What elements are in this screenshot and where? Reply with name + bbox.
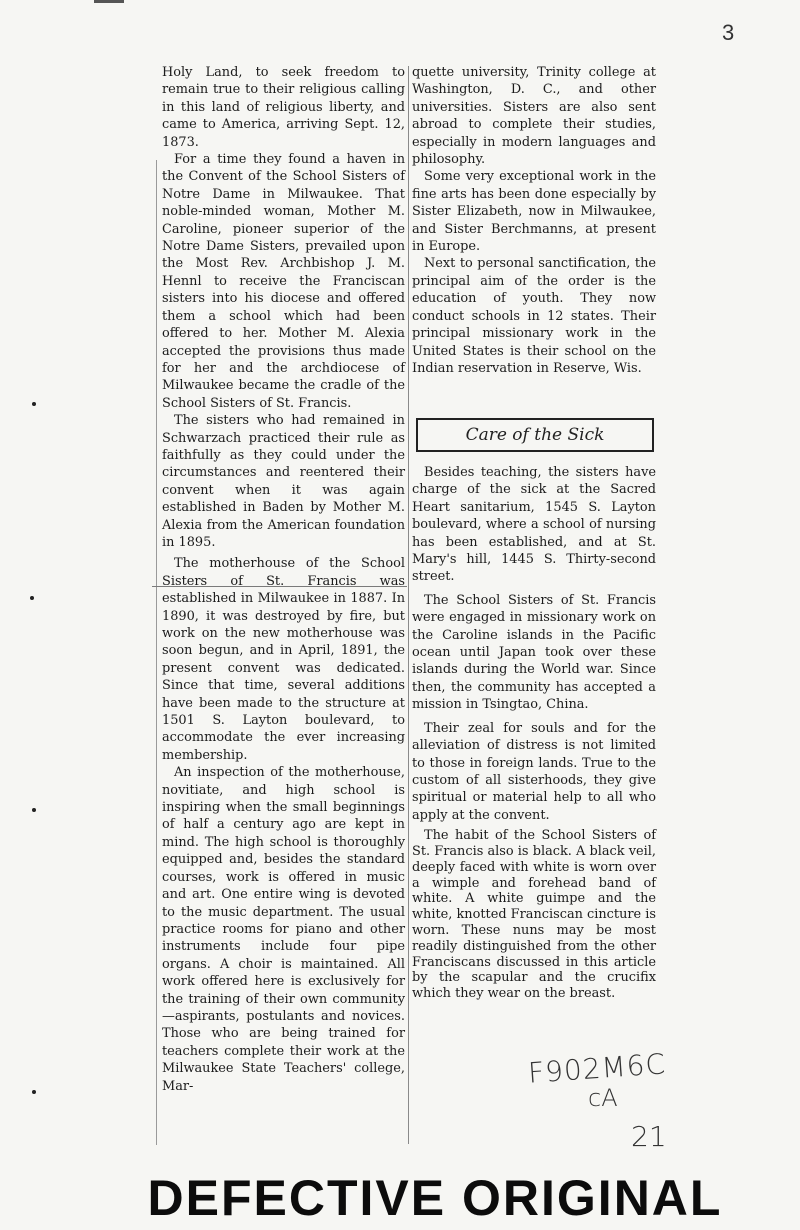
- column-divider: [408, 66, 409, 1144]
- handwritten-initials: cA: [588, 1084, 618, 1112]
- article-paragraph: The sisters who had remained in Schwarzach practiced their rule as faithfully as they could under the circumstances and reentered their convent when it was again established in Baden by Mother M. Alexia from the American foundation in 1895.: [162, 413, 405, 550]
- article-paragraph: An inspection of the motherhouse, novitiate, and high school is inspiring when the small beginnings of half a century ago are kept in mind. The high school is thoroughly equipped and, besides the standard courses, work is offered in music and art. One entire wing is devoted to the music department. The usual practice rooms for piano and other instruments include four pipe organs. A choir is maintained. All work offered here is exclusively for the training of their own community—aspirants, postulants and novices. Those who are being trained for teachers complete their work at the Milwaukee State Teachers' college, Mar-: [162, 765, 405, 1094]
- article-paragraph: The motherhouse of the School Sisters of St. Francis was established in Milwaukee in 1887. In 1890, it was destroyed by fire, but work on the new motherhouse was soon begun, and in April, 1891, the present convent was dedicated. Since that time, several additions have been made to the structure at 1501 S. Layton boulevard, to accommodate the ever increasing membership.: [162, 556, 405, 763]
- handwritten-catalog-number: F902M6C: [527, 1047, 668, 1090]
- right-column-bottom: [412, 464, 656, 1002]
- margin-bullet: [32, 808, 36, 812]
- margin-bullet: [30, 596, 34, 600]
- article-paragraph: For a time they found a haven in the Convent of the School Sisters of Notre Dame in Milwaukee. That noble-minded woman, Mother M. Caroline, pioneer superior of the Notre Dame Sisters, prevailed upon the Most Rev. Archbishop J. M. Hennl to receive the Franciscan sisters into his diocese and offered them a school which had been offered to her. Mother M. Alexia accepted the provisions thus made for her and the archdiocese of Milwaukee became the cradle of the School Sisters of St. Francis.: [162, 152, 405, 411]
- left-column: [162, 64, 405, 1095]
- article-paragraph: Besides teaching, the sisters have charge of the sick at the Sacred Heart sanitarium, 1545 S. Layton boulevard, where a school of nursing has been established, and at St. Mary's hill, 1445 S. Thirty-second street.: [412, 465, 656, 585]
- handwritten-number: 21: [631, 1120, 667, 1153]
- left-column-rule: [156, 160, 157, 1145]
- article-paragraph: Next to personal sanctification, the principal aim of the order is the education of youth. They now conduct schools in 12 states. Their principal missionary work in the United States is their school on the Indian reservation in Reserve, Wis.: [412, 256, 656, 376]
- article-paragraph: quette university, Trinity college at Washington, D. C., and other universities. Sisters are also sent abroad to complete their studies, especially in modern languages and philosophy.: [412, 65, 656, 168]
- article-paragraph: The habit of the School Sisters of St. Francis also is black. A black veil, deeply faced with white is worn over a wimple and forehead band of white. A white guimpe and the white, knotted Franciscan cincture is worn. These nuns may be most readily distinguished from the other Franciscans discussed in this article by the scapular and the crucifix which they wear on the breast.: [412, 828, 657, 1002]
- margin-bullet: [32, 1090, 36, 1094]
- page-number: 3: [722, 20, 735, 45]
- article-paragraph: Some very exceptional work in the fine arts has been done especially by Sister Elizabeth, now in Milwaukee, and Sister Berchmanns, at present in Europe.: [412, 169, 656, 255]
- margin-bullet: [32, 402, 36, 406]
- right-column-top: [412, 64, 656, 377]
- scan-mark: [94, 0, 124, 3]
- article-paragraph: Holy Land, to seek freedom to remain true to their religious calling in this land of religious liberty, and came to America, arriving Sept. 12, 1873.: [162, 65, 405, 150]
- section-heading: Care of the Sick: [416, 418, 654, 452]
- article-paragraph: The School Sisters of St. Francis were engaged in missionary work on the Caroline islands in the Pacific ocean until Japan took over these islands during the World war. Since then, the community has accepted a mission in Tsingtao, China.: [412, 592, 656, 713]
- article-paragraph: Their zeal for souls and for the alleviation of distress is not limited to those in foreign lands. True to the custom of all sisterhoods, they give spiritual or material help to all who apply at the convent.: [412, 720, 656, 823]
- defective-original-stamp: DEFECTIVE ORIGINAL: [147, 1170, 723, 1226]
